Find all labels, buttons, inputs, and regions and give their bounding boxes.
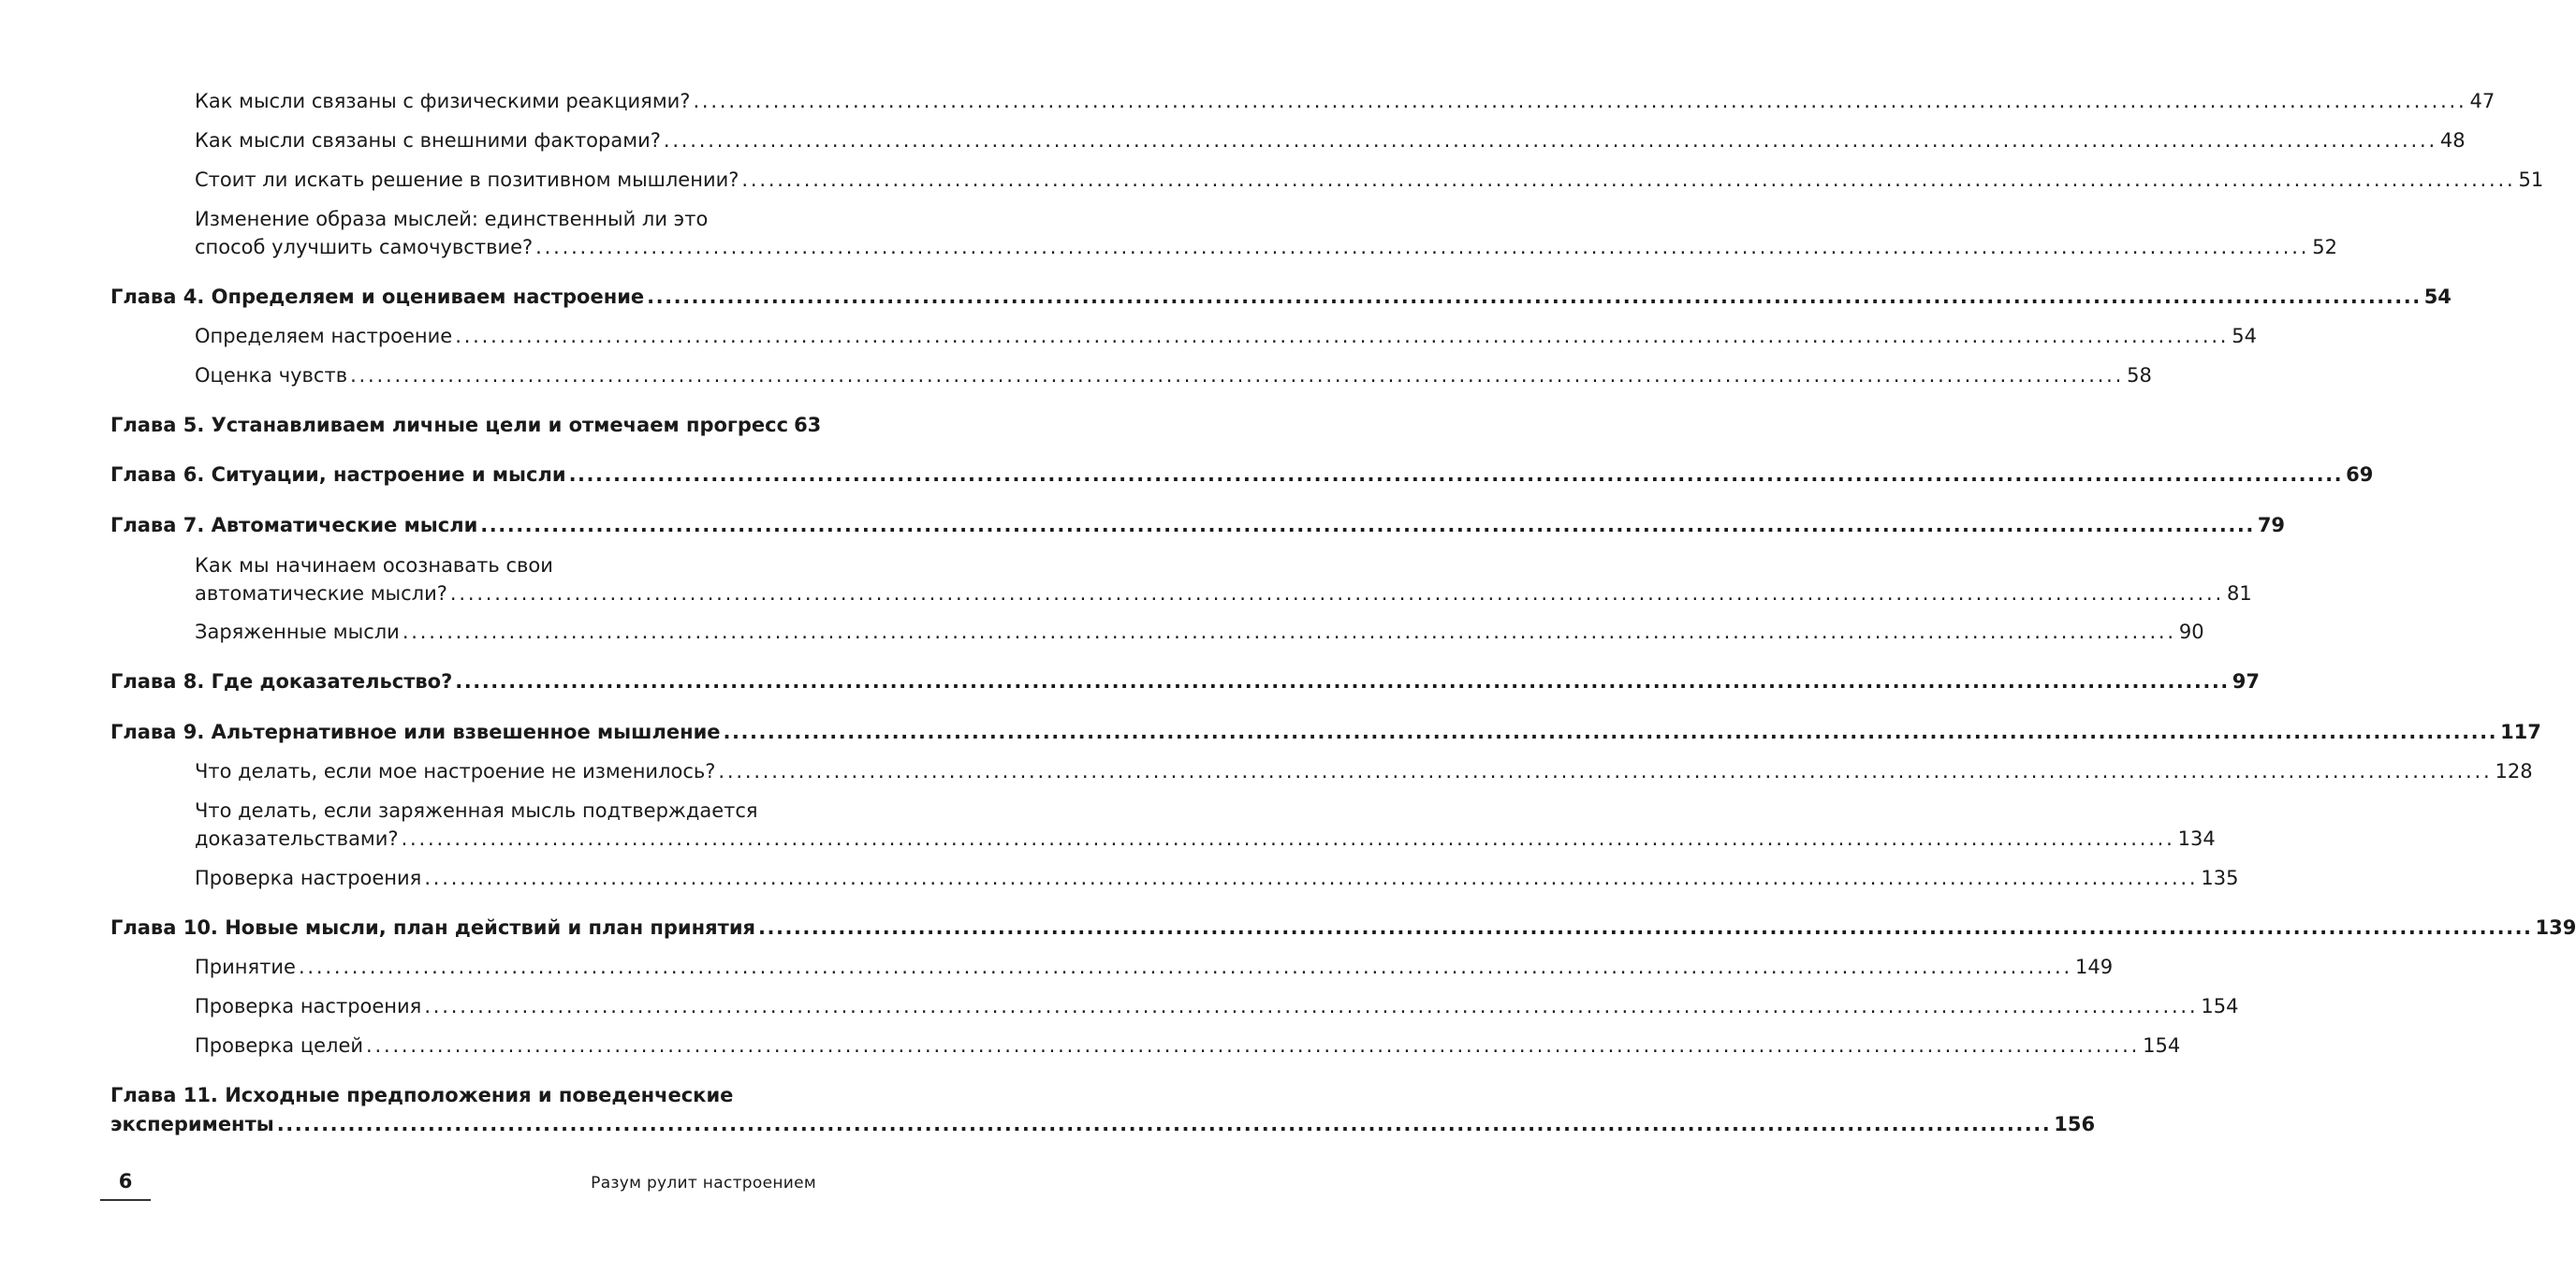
toc-chapter[interactable]	[110, 721, 2541, 749]
page-number: 6	[118, 1170, 133, 1193]
toc-entry-page: 149	[2075, 956, 2114, 978]
toc-leader-dots: ........................................................................................................................................................................................................	[350, 364, 2125, 387]
toc-entry[interactable]	[195, 956, 2114, 984]
toc-leader-dots: ........................................................................................................................................................................................................	[424, 995, 2199, 1017]
toc-entry-page: 52	[2312, 236, 2337, 258]
toc-entry[interactable]	[195, 236, 2337, 264]
toc-entry-title-line1: Как мы начинаем осознавать свои	[195, 554, 553, 577]
toc-entry-title: Стоит ли искать решение в позитивном мышлении?	[195, 168, 739, 191]
toc-entry-title: Определяем настроение	[195, 325, 453, 347]
toc-entry-title: Принятие	[195, 956, 296, 978]
toc-entry-page: 154	[2201, 995, 2239, 1017]
toc-entry-page: 48	[2439, 129, 2466, 152]
toc-leader-dots: ........................................................................................................................................................................................................	[424, 867, 2199, 889]
toc-leader-dots: ........................................................................................................................................................................................................	[647, 285, 2422, 308]
toc-entry-title: Что делать, если мое настроение не изменилось?	[195, 760, 716, 783]
toc-entry-page: 58	[2127, 364, 2152, 387]
toc-entry-title-line1: Что делать, если заряженная мысль подтверждается	[195, 799, 758, 822]
toc-entry[interactable]	[195, 325, 2258, 353]
toc-entry-title: Как мысли связаны с внешними факторами?	[195, 129, 661, 152]
toc-chapter-title: Глава 8. Где доказательство?	[110, 670, 453, 693]
toc-entry[interactable]	[195, 621, 2204, 649]
toc-leader-dots: ........................................................................................................................................................................................................	[480, 514, 2255, 536]
toc-leader-dots: ........................................................................................................................................................................................................	[276, 1113, 2052, 1135]
toc-entry[interactable]	[195, 995, 2239, 1023]
toc-chapter-page: 54	[2423, 285, 2452, 308]
toc-leader-dots: ........................................................................................................................................................................................................	[298, 956, 2072, 978]
toc-entry[interactable]	[195, 129, 2466, 157]
toc-entry[interactable]	[195, 827, 2216, 856]
toc-chapter-page: 63	[794, 414, 822, 436]
toc-entry-page: 154	[2143, 1034, 2181, 1057]
toc-chapter-title: Глава 10. Новые мысли, план действий и план принятия	[110, 916, 756, 939]
toc-chapter-title: Глава 4. Определяем и оцениваем настроение	[110, 285, 645, 308]
toc-chapter[interactable]	[110, 514, 2286, 542]
toc-entry-page: 54	[2232, 325, 2258, 347]
toc-leader-dots: ........................................................................................................................................................................................................	[663, 129, 2437, 152]
toc-chapter-page: 79	[2257, 514, 2286, 536]
toc-leader-dots: ........................................................................................................................................................................................................	[449, 582, 2224, 605]
toc-chapter-title: Глава 6. Ситуации, настроение и мысли	[110, 463, 566, 486]
toc-entry[interactable]	[195, 90, 2496, 118]
toc-chapter[interactable]	[110, 1113, 2096, 1141]
toc-entry[interactable]	[195, 1034, 2181, 1062]
toc-entry-title: доказательствами?	[195, 827, 399, 850]
toc-chapter-page: 117	[2500, 721, 2541, 743]
toc-chapter-title: эксперименты	[110, 1113, 274, 1135]
toc-chapter-title: Глава 7. Автоматические мысли	[110, 514, 478, 536]
toc-leader-dots: ........................................................................................................................................................................................................	[402, 621, 2176, 643]
toc-chapter-title: Глава 9. Альтернативное или взвешенное мышление	[110, 721, 721, 743]
toc-entry-title: автоматические мысли?	[195, 582, 447, 605]
toc-entry-title: Как мысли связаны с физическими реакциями?	[195, 90, 691, 112]
toc-chapter[interactable]	[110, 916, 2576, 944]
toc-leader-dots: ........................................................................................................................................................................................................	[455, 670, 2230, 693]
toc-entry-title: способ улучшить самочувствие?	[195, 236, 534, 258]
toc-chapter[interactable]	[110, 285, 2452, 314]
toc-chapter-page: 97	[2232, 670, 2261, 693]
toc-entry-title-line1: Изменение образа мыслей: единственный ли это	[195, 208, 709, 230]
toc-leader-dots: ........................................................................................................................................................................................................	[693, 90, 2467, 112]
toc-leader-dots: ........................................................................................................................................................................................................	[455, 325, 2230, 347]
toc-leader-dots: ........................................................................................................................................................................................................	[758, 916, 2533, 939]
toc-entry-page: 134	[2177, 827, 2216, 850]
toc-entry[interactable]	[195, 364, 2152, 392]
toc-entry-page: 81	[2226, 582, 2252, 605]
toc-chapter[interactable]	[110, 463, 2374, 491]
toc-leader-dots: ........................................................................................................................................................................................................	[723, 721, 2498, 743]
toc-entry-title: Проверка настроения	[195, 995, 422, 1017]
toc-chapter-page: 69	[2346, 463, 2374, 486]
toc-entry[interactable]	[195, 168, 2544, 197]
toc-chapter-page: 156	[2054, 1113, 2096, 1135]
toc-entry[interactable]	[195, 867, 2239, 895]
toc-entry-page: 90	[2178, 621, 2204, 643]
running-footer-title: Разум рулит настроением	[591, 1174, 816, 1193]
toc-leader-dots: ........................................................................................................................................................................................................	[535, 236, 2310, 258]
toc-entry[interactable]	[195, 760, 2533, 788]
toc-entry-page: 47	[2469, 90, 2496, 112]
toc-chapter-page: 139	[2535, 916, 2576, 939]
toc-chapter-title-line1: Глава 11. Исходные предположения и поведенческие	[110, 1084, 734, 1106]
toc-entry-title: Оценка чувств	[195, 364, 348, 387]
toc-chapter[interactable]	[110, 414, 822, 442]
toc-leader-dots: ........................................................................................................................................................................................................	[401, 827, 2175, 850]
toc-entry-title: Проверка настроения	[195, 867, 422, 889]
page-number-rule	[100, 1199, 151, 1201]
toc-leader-dots: ........................................................................................................................................................................................................	[366, 1034, 2141, 1057]
toc-entry-title: Проверка целей	[195, 1034, 364, 1057]
toc-entry-page: 135	[2201, 867, 2239, 889]
toc-leader-dots: ........................................................................................................................................................................................................	[718, 760, 2493, 783]
toc-leader-dots: ........................................................................................................................................................................................................	[568, 463, 2344, 486]
toc-entry[interactable]	[195, 582, 2252, 610]
toc-entry-title: Заряженные мысли	[195, 621, 400, 643]
toc-leader-dots: ........................................................................................................................................................................................................	[741, 168, 2516, 191]
toc-chapter[interactable]	[110, 670, 2261, 698]
toc-entry-page: 51	[2518, 168, 2544, 191]
toc-chapter-title: Глава 5. Устанавливаем личные цели и отмечаем прогресс	[110, 414, 789, 436]
toc-entry-page: 128	[2495, 760, 2533, 783]
